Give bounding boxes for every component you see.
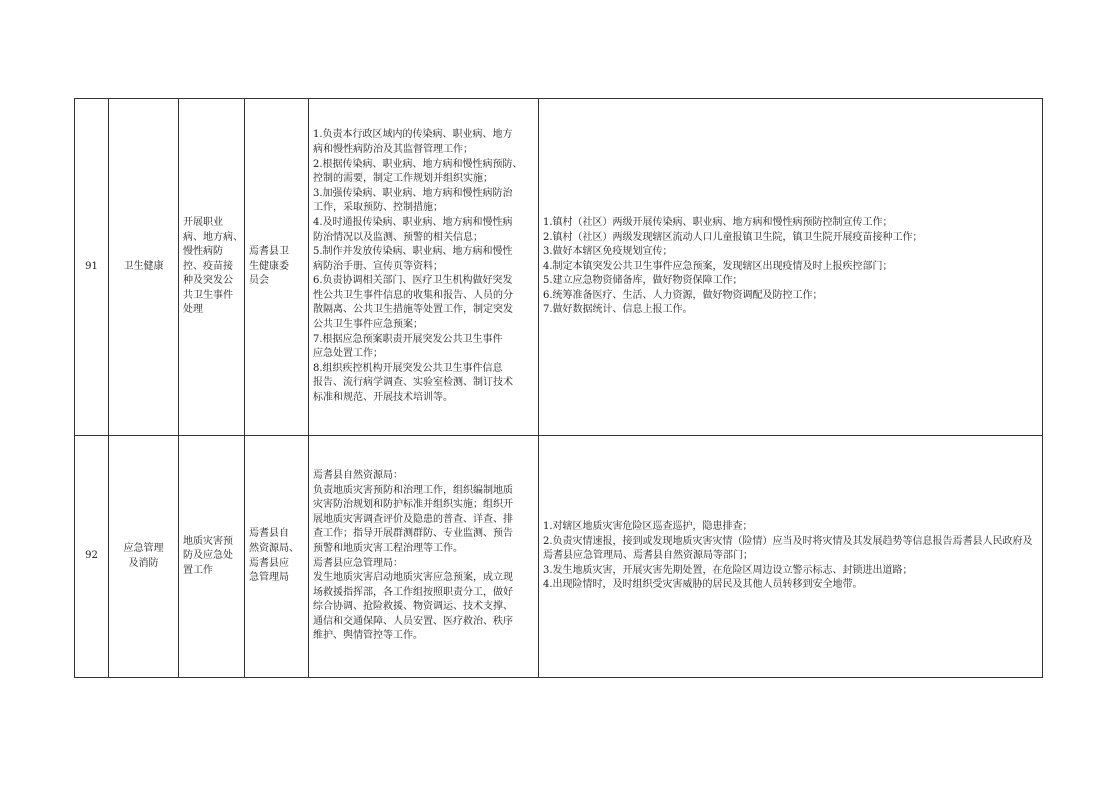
town-duty-line: 3.做好本辖区免疫规划宣传； bbox=[543, 246, 673, 258]
task-line: 地质灾害预 bbox=[183, 535, 233, 547]
town-duty-line: 6.统筹准备医疗、生活、人力资源，做好物资调配及防控工作； bbox=[543, 289, 823, 301]
category-cell bbox=[109, 436, 179, 678]
task-line: 共卫生事件 bbox=[183, 289, 233, 301]
task-line: 处理 bbox=[183, 304, 203, 316]
task-line: 种及突发公 bbox=[183, 275, 233, 287]
dept-line: 生健康委 bbox=[249, 260, 289, 272]
duty-line: 预警和地质灾害工程治理等工作。 bbox=[313, 542, 463, 554]
duty-line: 展地质灾害调查评价及隐患的普查、详查、排 bbox=[313, 513, 513, 525]
duty-line: 灾害防治规划和防护标准并组织实施；组织开 bbox=[313, 499, 513, 511]
task-cell bbox=[179, 436, 245, 678]
row-number: 91 bbox=[75, 99, 109, 436]
duty-line: 1.负责本行政区域内的传染病、职业病、地方 bbox=[313, 129, 513, 141]
task-line: 慢性病防 bbox=[183, 246, 223, 258]
task-line: 防及应急处 bbox=[183, 550, 233, 562]
duty-line: 维护、舆情管控等工作。 bbox=[313, 630, 423, 642]
dept-line: 然资源局、 bbox=[249, 542, 299, 554]
duty-line: 病防治手册、宣传页等资料； bbox=[313, 260, 443, 272]
county-duties-cell bbox=[309, 99, 539, 436]
category-line: 及消防 bbox=[128, 557, 159, 569]
duty-line: 标准和规范、开展技术培训等。 bbox=[313, 392, 453, 404]
duty-line: 病和慢性病防治及其监督管理工作； bbox=[313, 143, 473, 155]
task-line: 置工作 bbox=[183, 564, 213, 576]
town-duty-line: 1.镇村（社区）两级开展传染病、职业病、地方病和慢性病预防控制宣传工作； bbox=[543, 216, 893, 228]
duty-line: 负责地质灾害预防和治理工作，组织编制地质 bbox=[313, 484, 513, 496]
duty-line: 性公共卫生事件信息的收集和报告、人员的分 bbox=[313, 289, 513, 301]
dept-line: 焉耆县自 bbox=[249, 528, 289, 540]
department-cell bbox=[245, 436, 309, 678]
duty-line: 焉耆县自然资源局： bbox=[313, 469, 403, 481]
duty-line: 5.制作并发放传染病、职业病、地方病和慢性 bbox=[313, 246, 513, 258]
dept-line: 员会 bbox=[249, 275, 269, 287]
duty-line: 焉耆县应急管理局： bbox=[313, 557, 403, 569]
town-duty-line: 7.做好数据统计、信息上报工作。 bbox=[543, 304, 693, 316]
duty-line: 报告、流行病学调查、实验室检测、制订技术 bbox=[313, 377, 513, 389]
duty-line: 8.组织疾控机构开展突发公共卫生事件信息 bbox=[313, 362, 503, 374]
duty-line: 6.负责协调相关部门、医疗卫生机构做好突发 bbox=[313, 275, 513, 287]
dept-line: 急管理局 bbox=[249, 572, 289, 584]
row-number: 92 bbox=[75, 436, 109, 678]
county-duties-cell bbox=[309, 436, 539, 678]
task-cell bbox=[179, 99, 245, 436]
town-duties-cell bbox=[539, 436, 1043, 678]
duty-line: 综合协调、抢险救援、物资调运、技术支撑、 bbox=[313, 601, 513, 613]
duty-line: 7.根据应急预案职责开展突发公共卫生事件 bbox=[313, 333, 503, 345]
town-duty-line: 1.对辖区地质灾害危险区巡查巡护，隐患排查； bbox=[543, 521, 753, 533]
table-row bbox=[75, 99, 1043, 436]
dept-line: 焉耆县卫 bbox=[249, 246, 289, 258]
duty-line: 2.根据传染病、职业病、地方病和慢性病预防、 bbox=[313, 158, 523, 170]
task-line: 控、疫苗接 bbox=[183, 260, 233, 272]
town-duty-line: 5.建立应急物资储备库，做好物资保障工作； bbox=[543, 275, 743, 287]
duty-line: 发生地质灾害启动地质灾害应急预案，成立现 bbox=[313, 572, 513, 584]
duty-line: 公共卫生事件应急预案； bbox=[313, 319, 423, 331]
town-duty-line: 3.发生地质灾害，开展灾害先期处置，在危险区周边设立警示标志、封锁进出道路； bbox=[543, 564, 913, 576]
task-line: 病、地方病、 bbox=[183, 231, 243, 243]
town-duty-line: 4.制定本镇突发公共卫生事件应急预案，发现辖区出现疫情及时上报疾控部门； bbox=[543, 260, 893, 272]
town-duty-line: 2.负责灾情速报，接到或发现地质灾害灾情（险情）应当及时将灾情及其发展趋势等信息报告焉耆县人民政府及焉耆县应急管理局、焉耆县自然资源局等部门； bbox=[543, 535, 1033, 562]
duty-line: 查工作；指导开展群测群防、专业监测、预告 bbox=[313, 528, 513, 540]
task-line: 开展职业 bbox=[183, 216, 223, 228]
duty-line: 工作，采取预防、控制措施； bbox=[313, 202, 443, 214]
duty-line: 应急处置工作； bbox=[313, 348, 383, 360]
duty-line: 场救援指挥部，各工作组按照职责分工，做好 bbox=[313, 586, 513, 598]
town-duty-line: 4.出现险情时，及时组织受灾害威胁的居民及其他人员转移到安全地带。 bbox=[543, 579, 863, 591]
town-duties-cell bbox=[539, 99, 1043, 436]
duty-line: 3.加强传染病、职业病、地方病和慢性病防治 bbox=[313, 187, 513, 199]
category-line: 应急管理 bbox=[123, 542, 164, 554]
duty-line: 防治情况以及监测、预警的相关信息； bbox=[313, 231, 483, 243]
department-cell bbox=[245, 99, 309, 436]
duty-table bbox=[74, 98, 1043, 678]
duty-line: 散隔离、公共卫生措施等处置工作，制定突发 bbox=[313, 304, 513, 316]
dept-line: 焉耆县应 bbox=[249, 557, 289, 569]
duty-line: 控制的需要，制定工作规划并组织实施； bbox=[313, 173, 493, 185]
duty-line: 通信和交通保障、人员安置、医疗救治、秩序 bbox=[313, 615, 513, 627]
duty-line: 4.及时通报传染病、职业病、地方病和慢性病 bbox=[313, 216, 513, 228]
town-duty-line: 2.镇村（社区）两级发现辖区流动人口儿童报镇卫生院，镇卫生院开展疫苗接种工作； bbox=[543, 231, 923, 243]
table-row bbox=[75, 436, 1043, 678]
category-cell: 卫生健康 bbox=[109, 99, 179, 436]
